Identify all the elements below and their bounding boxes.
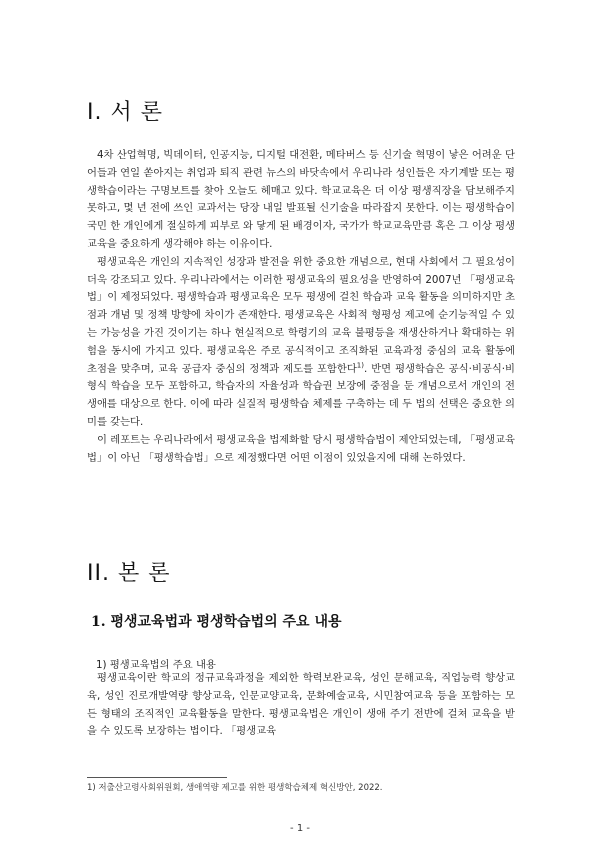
section-heading-main-body: II. 본 론 — [87, 561, 171, 586]
paragraph: 이 레포트는 우리나라에서 평생교육을 법제화할 당시 평생학습법이 제안되었는데, 「평생교육법」이 아닌 「평생학습법」으로 제정했다면 어떤 이점이 있었을지에 대해 논하였다. — [87, 433, 515, 464]
paragraph — [87, 254, 515, 432]
sub-subsection-heading: 1) 평생교육법의 주요 내용 — [96, 659, 216, 671]
subsection-heading: 1. 평생교육법과 평생학습법의 주요 내용 — [91, 614, 342, 630]
footnote: 1) 저출산고령사회위원회, 생애역량 제고를 위한 평생학습체제 혁신방안, 2022. — [87, 783, 383, 793]
footnote-reference[interactable]: 1) — [356, 361, 364, 370]
section-heading-introduction: I. 서 론 — [87, 100, 163, 125]
page-number: - 1 - — [290, 823, 310, 834]
main-body-text — [87, 670, 515, 741]
footnote-divider — [87, 777, 227, 778]
paragraph-text: . 반면 평생학습은 공식·비공식·비형식 학습을 모두 포함하고, 학습자의 자율성과 학습권 보장에 중점을 둔 개념으로서 개인의 전 생애를 대상으로 한다. 이에 따라 실질적 평생학습 체제를 구축하는 데 두 법의 선택은 중요한 의미를 갖는다. — [87, 362, 516, 428]
paragraph: 4차 산업혁명, 빅데이터, 인공지능, 디지털 대전환, 메타버스 등 신기술 혁명이 낳은 어려운 단어들과 연일 쏟아지는 취업과 퇴직 관련 뉴스의 바닷속에서 우리나라 성인들은 자기계발 또는 평생학습이라는 구명보트를 찾아 오늘도 헤매고 있다. 학교교육은 더 이상 평생직장을 담보해주지 못하고, 몇 년 전에 쓰인 교과서는 당장 내일 발표될 신기술을 따라잡지 못한다. 이는 평생학습이 국민 한 개인에게 절실하게 피부로 와 닿게 된 배경이자, 국가가 학교교육만큼 혹은 그 이상 평생교육을 중요하게 생각해야 하는 이유이다. — [87, 149, 515, 250]
paragraph: 평생교육이란 학교의 정규교육과정을 제외한 학력보완교육, 성인 문해교육, 직업능력 향상교육, 성인 진로개발역량 향상교육, 인문교양교육, 문화예술교육, 시민참여교육 등을 포함하는 모든 형태의 조직적인 교육활동을 말한다. 평생교육법은 개인이 생애 주기 전반에 걸쳐 교육을 받을 수 있도록 보장하는 법이다. 「평생교육 — [87, 672, 515, 738]
introduction-body — [87, 147, 515, 467]
paragraph-text: 평생교육은 개인의 지속적인 성장과 발전을 위한 중요한 개념으로, 현대 사회에서 그 필요성이 더욱 강조되고 있다. 우리나라에서는 이러한 평생교육의 필요성을 반영하여 2007년 「평생교육법」이 제정되었다. 평생학습과 평생교육은 모두 평생에 걸친 학습과 교육 활동을 의미하지만 초점과 개념 및 정책 방향에 차이가 존재한다. 평생교육은 사회적 형평성 제고에 순기능적일 수 있는 가능성을 가진 것이기는 하나 현실적으로 학령기의 교육 불평등을 재생산하거나 확대하는 위험을 동시에 가지고 있다. 평생교육은 주로 공식적이고 조직화된 교육과정 중심의 교육 활동에 초점을 맞추며, 교육 공급자 중심의 정책과 제도를 포함한다 — [87, 255, 515, 375]
